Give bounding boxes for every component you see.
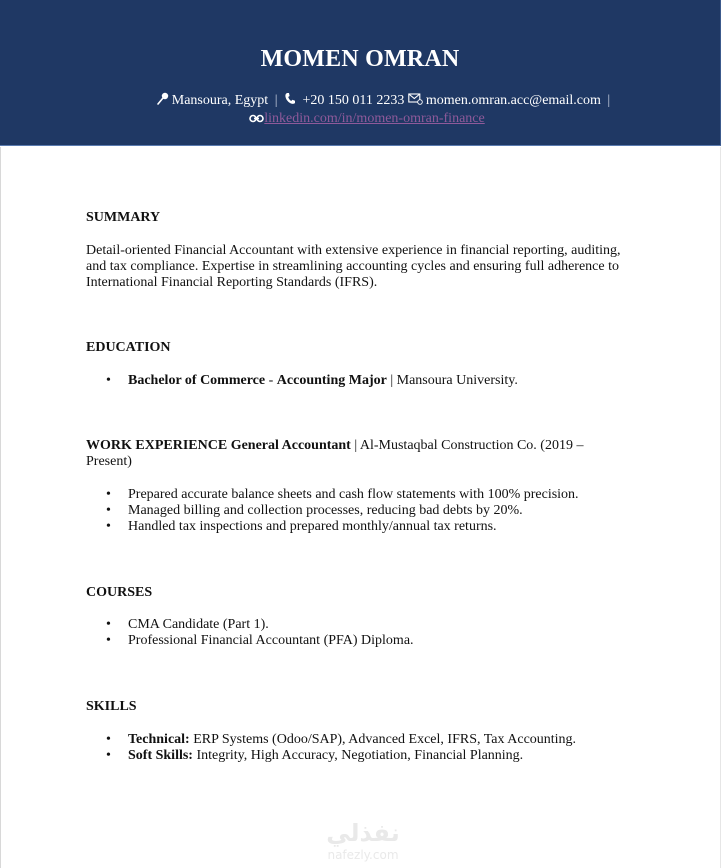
watermark-arabic: نفذلي xyxy=(326,819,400,847)
link-icon xyxy=(249,112,264,128)
separator: | xyxy=(607,93,611,108)
dash: - xyxy=(265,373,277,388)
section-title-education: EDUCATION xyxy=(86,340,171,355)
separator: | xyxy=(386,373,397,388)
skill-label: Technical: xyxy=(128,732,190,747)
section-title-skills: SKILLS xyxy=(86,699,137,714)
watermark-latin: nafezly.com xyxy=(327,848,399,862)
skill-item xyxy=(86,732,646,748)
skill-value: ERP Systems (Odoo/SAP), Advanced Excel, IFRS, Tax Accounting. xyxy=(189,732,577,747)
school: Mansoura University. xyxy=(396,373,518,388)
location-text: Mansoura, Egypt xyxy=(171,93,269,108)
skill-item xyxy=(86,748,646,764)
email-link[interactable]: momen.omran.acc@email.com xyxy=(425,93,601,108)
section-title-courses: COURSES xyxy=(86,585,153,600)
page-edge xyxy=(0,147,1,868)
education-list xyxy=(86,373,646,389)
separator: | xyxy=(274,93,278,108)
envelope-icon xyxy=(408,93,423,110)
section-title-summary: SUMMARY xyxy=(86,210,161,225)
page-edge xyxy=(720,147,721,868)
resume-header xyxy=(0,0,721,146)
job-role: General Accountant xyxy=(230,438,351,453)
skills-list xyxy=(86,732,646,764)
summary-line: Detail-oriented Financial Accountant with extensive experience in financial reporting, auditing, xyxy=(86,243,621,258)
work-experience-header xyxy=(86,438,646,470)
courses-list xyxy=(86,617,646,649)
skill-label: Soft Skills: xyxy=(128,748,193,763)
course-item: • CMA Candidate (Part 1). xyxy=(86,617,646,633)
section-title-work-experience: WORK EXPERIENCE xyxy=(86,438,228,453)
degree: Bachelor of Commerce xyxy=(128,373,266,388)
summary-text xyxy=(86,243,646,291)
work-bullet: • Managed billing and collection processes, reducing bad debts by 20%. xyxy=(86,503,646,519)
work-bullets xyxy=(86,487,646,535)
work-bullet: • Handled tax inspections and prepared monthly/annual tax returns. xyxy=(86,519,646,535)
watermark xyxy=(318,820,408,862)
contact-info xyxy=(0,92,720,110)
company-continued: Present) xyxy=(86,454,132,469)
company: Al-Mustaqbal Construction Co. (2019 – xyxy=(359,438,584,453)
phone-icon xyxy=(284,92,296,110)
work-bullet: • Prepared accurate balance sheets and cash flow statements with 100% precision. xyxy=(86,487,646,503)
map-pin-icon xyxy=(157,92,169,110)
summary-line: International Financial Reporting Standards (IFRS). xyxy=(86,275,378,290)
skill-value: Integrity, High Accuracy, Negotiation, Financial Planning. xyxy=(192,748,524,763)
candidate-name: MOMEN OMRAN xyxy=(260,46,460,72)
linkedin-link[interactable]: linkedin.com/in/momen-omran-finance xyxy=(264,111,485,126)
course-item: • Professional Financial Accountant (PFA) Diploma. xyxy=(86,633,646,649)
major: Accounting Major xyxy=(276,373,387,388)
linkedin-row xyxy=(0,111,720,128)
education-item xyxy=(86,373,646,389)
separator: | xyxy=(350,438,360,453)
phone-text: +20 150 011 2233 xyxy=(302,93,405,108)
summary-line: and tax compliance. Expertise in streamlining accounting cycles and ensuring full adherence to xyxy=(86,259,619,274)
